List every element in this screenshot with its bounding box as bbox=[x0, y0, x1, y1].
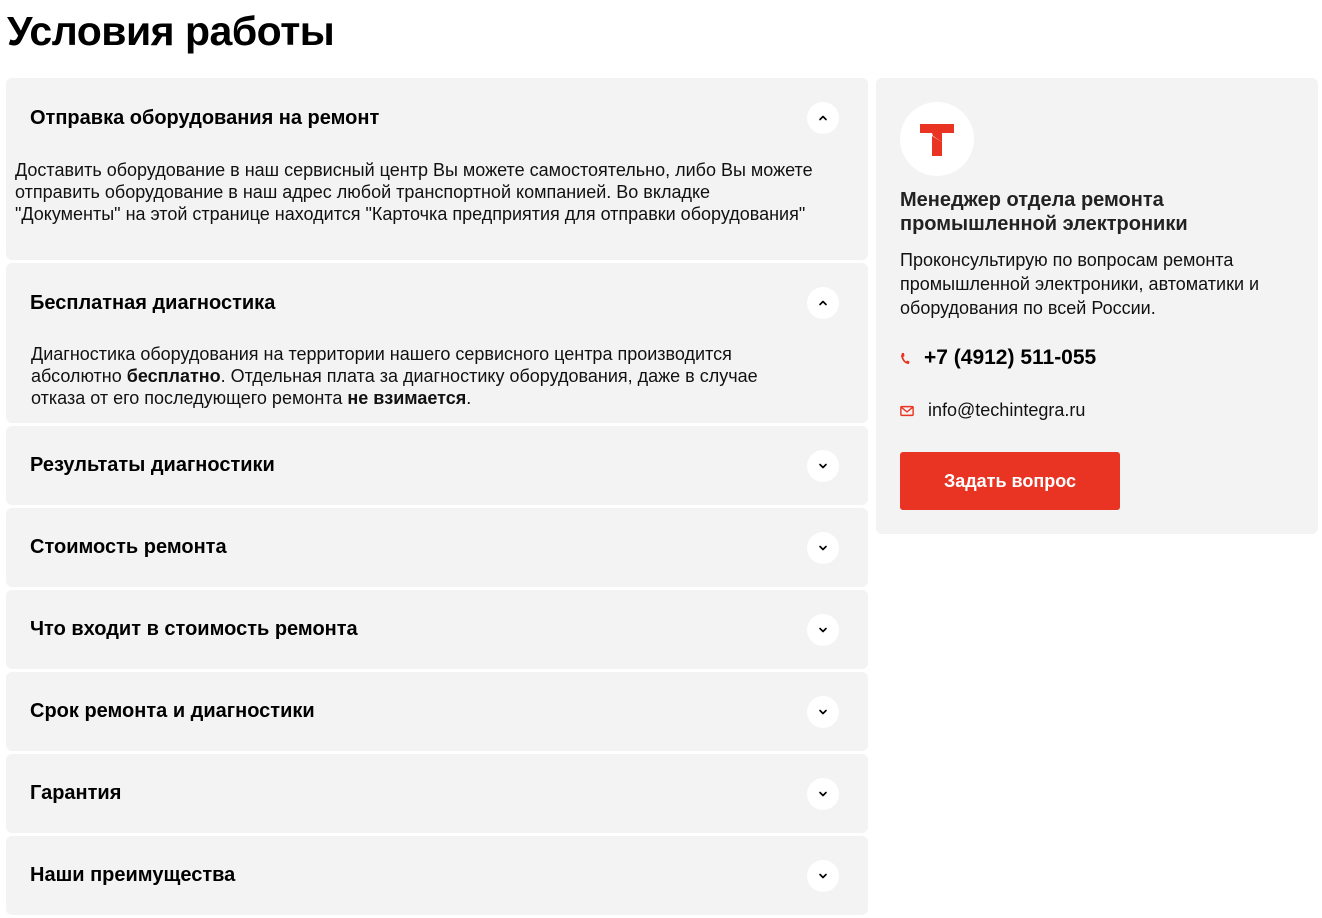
chevron-down-icon bbox=[817, 706, 829, 718]
phone-contact[interactable] bbox=[900, 346, 1096, 370]
accordion-header[interactable] bbox=[6, 672, 868, 751]
expand-toggle[interactable] bbox=[807, 860, 839, 892]
body-emphasis: не взимается bbox=[347, 388, 467, 408]
body-text: . bbox=[466, 388, 472, 408]
mail-icon bbox=[900, 404, 914, 418]
accordion-item-repair-cost bbox=[6, 508, 868, 587]
accordion-title: Срок ремонта и диагностики bbox=[30, 700, 315, 722]
conditions-accordion bbox=[6, 78, 868, 918]
chevron-down-icon bbox=[817, 460, 829, 472]
accordion-body bbox=[31, 343, 801, 409]
expand-toggle[interactable] bbox=[807, 778, 839, 810]
email-address[interactable]: info@techintegra.ru bbox=[928, 400, 1086, 420]
accordion-title: Бесплатная диагностика bbox=[30, 291, 276, 314]
collapse-toggle[interactable] bbox=[807, 102, 839, 134]
chevron-down-icon bbox=[817, 542, 829, 554]
accordion-item-terms bbox=[6, 672, 868, 751]
accordion-header[interactable] bbox=[6, 263, 868, 343]
accordion-header[interactable] bbox=[6, 426, 868, 505]
chevron-up-icon bbox=[817, 112, 829, 124]
phone-number[interactable]: +7 (4912) 511-055 bbox=[924, 346, 1097, 369]
accordion-title: Стоимость ремонта bbox=[30, 536, 227, 558]
accordion-header[interactable] bbox=[6, 590, 868, 669]
accordion-item-cost-includes bbox=[6, 590, 868, 669]
techintegra-t-logo-icon bbox=[900, 102, 974, 176]
accordion-item-warranty bbox=[6, 754, 868, 833]
expand-toggle[interactable] bbox=[807, 614, 839, 646]
expand-toggle[interactable] bbox=[807, 450, 839, 482]
manager-description: Проконсультирую по вопросам ремонта промышленной электроники, автоматики и оборудования по всей России. bbox=[900, 250, 1260, 318]
ask-question-button[interactable]: Задать вопрос bbox=[900, 452, 1120, 510]
accordion-body: Доставить оборудование в наш сервисный центр Вы можете самостоятельно, либо Вы можете отправить оборудование в наш адрес любой транспортной компанией. Во вкладке "Документы" на этой странице находится "Карточка предприятия для отправки оборудования" bbox=[15, 160, 813, 224]
accordion-title: Результаты диагностики bbox=[30, 454, 275, 476]
accordion-title: Наши преимущества bbox=[30, 864, 236, 886]
accordion-item-shipping bbox=[6, 78, 868, 260]
chevron-down-icon bbox=[817, 788, 829, 800]
chevron-down-icon bbox=[817, 870, 829, 882]
email-contact[interactable] bbox=[900, 400, 1085, 421]
accordion-title: Что входит в стоимость ремонта bbox=[30, 618, 358, 640]
page-title: Условия работы bbox=[7, 8, 335, 54]
manager-contact-card bbox=[876, 78, 1318, 534]
accordion-header[interactable] bbox=[6, 508, 868, 587]
expand-toggle[interactable] bbox=[807, 532, 839, 564]
expand-toggle[interactable] bbox=[807, 696, 839, 728]
body-text: Диагностика оборудования на территории нашего сервисного центра производится абсолютно bbox=[31, 344, 732, 386]
accordion-header[interactable] bbox=[6, 836, 868, 915]
accordion-title: Гарантия bbox=[30, 782, 122, 804]
body-text: . Отдельная плата за диагностику оборудования, даже в случае отказа от его последующего ремонта bbox=[31, 366, 758, 408]
accordion-header[interactable] bbox=[6, 754, 868, 833]
accordion-title: Отправка оборудования на ремонт bbox=[30, 106, 380, 129]
body-emphasis: бесплатно bbox=[126, 366, 221, 386]
collapse-toggle[interactable] bbox=[807, 287, 839, 319]
chevron-down-icon bbox=[817, 624, 829, 636]
accordion-header[interactable] bbox=[6, 78, 868, 158]
accordion-item-advantages bbox=[6, 836, 868, 915]
chevron-up-icon bbox=[817, 297, 829, 309]
phone-icon bbox=[900, 351, 914, 365]
manager-title: Менеджер отдела ремонта промышленной электроники bbox=[900, 189, 1188, 235]
accordion-item-diagnostics-results bbox=[6, 426, 868, 505]
